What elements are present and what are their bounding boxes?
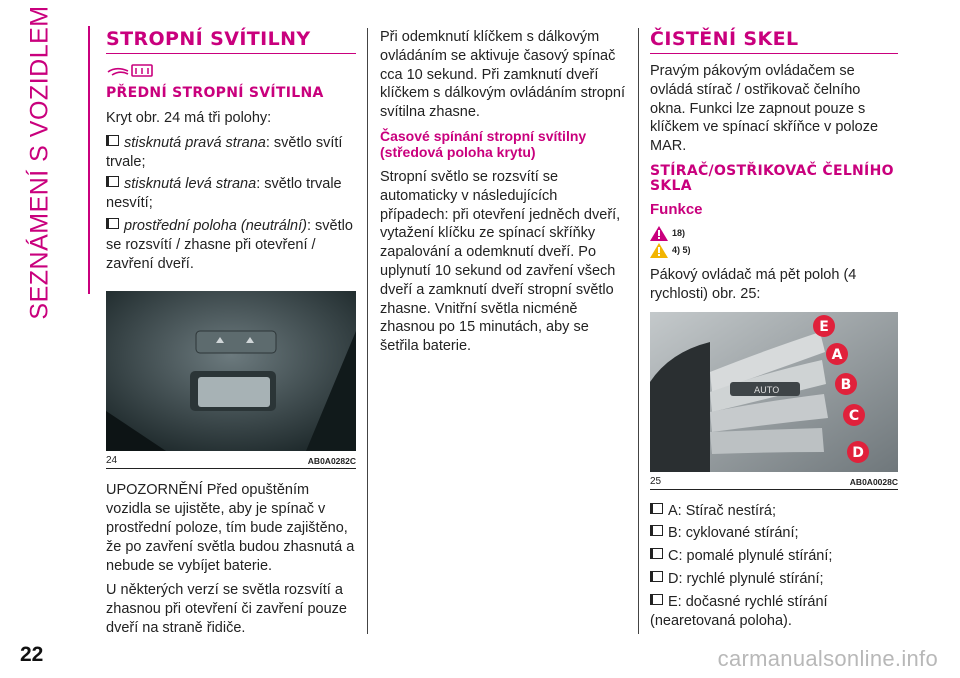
- bullet-icon: [650, 548, 663, 559]
- driver-door-note: U některých verzí se světla rozsvítí a zhasnou při otevření či zavření pouze dveří na straně řidiče.: [106, 582, 347, 636]
- column-divider-2: [638, 28, 639, 634]
- list-item: A: Stírač nestírá;: [650, 502, 898, 521]
- page-number: 22: [20, 643, 44, 666]
- figure-24-caption: 24 AB0A0282C: [106, 455, 356, 469]
- column-wipers: [650, 28, 898, 634]
- label-D: D: [852, 444, 864, 461]
- intro-text: Kryt obr. 24 má tři polohy:: [106, 110, 272, 126]
- column-timer: [380, 28, 628, 362]
- lever-positions-text: Pákový ovládač má pět poloh (4 rychlosti) obr. 25:: [650, 266, 857, 302]
- svg-text:AUTO: AUTO: [754, 385, 780, 396]
- sidebar-section-title: SEZNÁMENÍ S VOZIDLEM: [25, 4, 54, 320]
- label-B: B: [840, 376, 852, 393]
- warning-reference: 18): [650, 226, 898, 241]
- timer-text: Stropní světlo se rozsvítí se automaticky v následujících případech: při otevření jedněch dveří, vytažení klíčku ze spínací skříňky zapalování a odemknutí dveří. Po uplynutí 10 sekund od zavření všech dveří a zamknutí dveří stropní světlo zhasne. Vnitřní světla nicméně zhasnou po 15 minutách, aby se šetřila baterie.: [380, 168, 621, 355]
- list-item: stisknutá levá strana: světlo trvale nesvítí;: [106, 176, 342, 212]
- figure-25-image: [650, 312, 898, 472]
- subheading-front-light: PŘEDNÍ STROPNÍ SVÍTILNA: [106, 85, 324, 101]
- list-item: prostřední poloha (neutrální): světlo se rozsvítí / zhasne při otevření / zavření dveří.: [106, 217, 353, 272]
- label-E: E: [819, 318, 829, 335]
- wiper-intro-text: Pravým pákovým ovládačem se ovládá stírač / ostřikovač čelního okna. Funkci lze zapnout pouze s klíčkem ve spínací skříňce v poloze MAR.: [650, 63, 879, 155]
- column-interior-lights: [106, 28, 356, 644]
- list-item: C: pomalé plynulé stírání;: [650, 547, 898, 566]
- label-A: A: [831, 346, 843, 363]
- bullet-icon: [650, 571, 663, 582]
- bullet-icon: [650, 525, 663, 536]
- section-heading-lights: STROPNÍ SVÍTILNY: [106, 28, 356, 54]
- bullet-icon: [106, 176, 119, 187]
- figure-25-caption: 25 AB0A0028C: [650, 476, 898, 490]
- subheading-timer: Časové spínání stropní svítilny (středová poloha krytu): [380, 127, 587, 160]
- bullet-icon: [650, 594, 663, 605]
- label-C: C: [848, 407, 860, 424]
- remote-unlock-text: Při odemknutí klíčkem s dálkovým ovládáním se aktivuje časový spínač cca 10 sekund. Při zamknutí dveří klíčkem s dálkovým ovládáním stropní svítilna zhasne.: [380, 29, 625, 121]
- column-divider-1: [367, 28, 368, 634]
- subheading-wiper-washer: STÍRAČ/OSTŘIKOVAČ ČELNÍHO SKLA: [650, 162, 894, 194]
- bullet-icon: [650, 503, 663, 514]
- light-switch-icon: [106, 62, 356, 78]
- figure-24-image: [106, 291, 356, 451]
- list-item: E: dočasné rychlé stírání (nearetovaná poloha).: [650, 593, 828, 629]
- bullet-icon: [106, 218, 119, 229]
- subheading-functions: Funkce: [650, 200, 703, 218]
- sidebar-divider: [88, 26, 90, 294]
- caution-triangle-icon: [650, 243, 668, 258]
- warning-reference: 4) 5): [650, 243, 898, 258]
- list-item: B: cyklované stírání;: [650, 524, 898, 543]
- section-heading-wipers: ČISTĚNÍ SKEL: [650, 28, 898, 54]
- warning-note: UPOZORNĚNÍ Před opuštěním vozidla se ujistěte, aby je spínač v prostřední poloze, tím bude zajištěno, že po zavření světla budou zhasnutá a nebude se vybíjet baterie.: [106, 482, 355, 574]
- list-item: stisknutá pravá strana: světlo svítí trvale;: [106, 134, 343, 170]
- bullet-icon: [106, 135, 119, 146]
- list-item: D: rychlé plynulé stírání;: [650, 570, 898, 589]
- watermark: carmanualsonline.info: [717, 646, 938, 671]
- warning-triangle-icon: [650, 226, 668, 241]
